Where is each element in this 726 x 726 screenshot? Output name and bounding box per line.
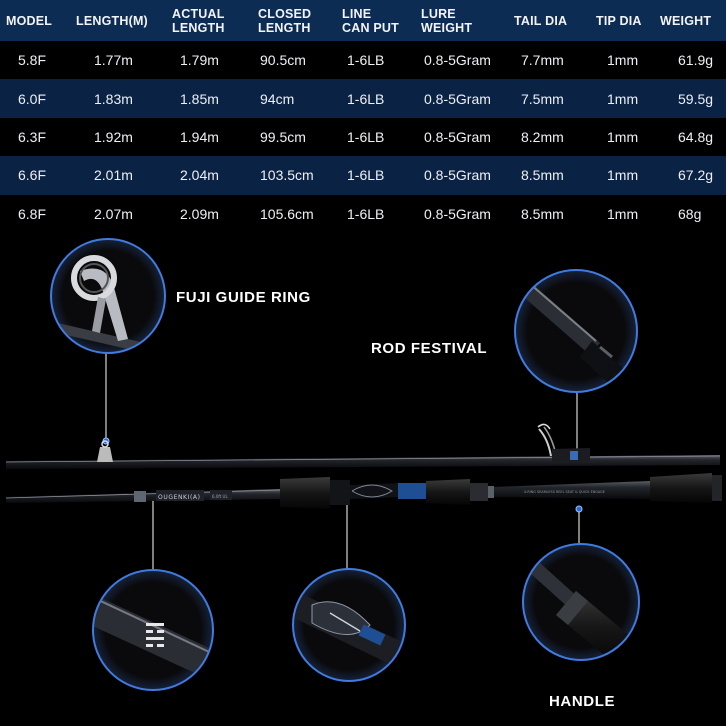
cell-lure-weight: 0.8-5Gram (424, 167, 491, 184)
cell-actual-length: 1.85m (180, 90, 219, 107)
cell-model: 6.8F (18, 205, 47, 222)
rod-upper-section (6, 424, 720, 469)
cell-tail-dia: 8.5mm (521, 205, 564, 222)
cell-line: 1-6LB (347, 128, 385, 145)
cell-actual-length: 1.94m (180, 128, 219, 145)
cell-line: 1-6LB (347, 90, 385, 107)
cell-length: 2.01m (94, 167, 133, 184)
table-header-row (0, 0, 726, 41)
cell-closed-length: 99.5cm (260, 128, 306, 145)
cell-length: 1.92m (94, 128, 133, 145)
cell-tail-dia: 8.5mm (521, 167, 564, 184)
header-lure-weight: LURE WEIGHT (421, 6, 473, 35)
header-tail-dia: TAIL DIA (514, 13, 568, 28)
cell-model: 6.0F (18, 90, 47, 107)
header-tip-dia: TIP DIA (596, 13, 642, 28)
cell-tip-dia: 1mm (607, 167, 639, 184)
cell-tip-dia: 1mm (607, 90, 639, 107)
cell-line: 1-6LB (347, 167, 385, 184)
cell-model: 6.3F (18, 128, 47, 145)
table-row (0, 156, 726, 194)
cell-tail-dia: 7.7mm (521, 52, 564, 69)
spec-table (0, 0, 726, 233)
cell-line: 1-6LB (347, 52, 385, 69)
table-row (0, 118, 726, 156)
header-closed-length: CLOSED LENGTH (258, 6, 312, 35)
cell-lure-weight: 0.8-5Gram (424, 128, 491, 145)
cell-length: 1.83m (94, 90, 133, 107)
cell-closed-length: 105.6cm (260, 205, 314, 222)
cell-closed-length: 94cm (260, 90, 295, 107)
cell-actual-length: 2.04m (180, 167, 219, 184)
cell-length: 1.77m (94, 52, 133, 69)
callout-fuji-guide-ring: FUJI GUIDE RING (176, 289, 311, 306)
cell-model: 6.6F (18, 167, 47, 184)
table-row (0, 41, 726, 79)
cell-line: 1-6LB (347, 205, 385, 222)
detail-circle-guide-ring (40, 239, 180, 361)
cell-weight: 59.5g (678, 90, 714, 107)
rod-brand-print: OUGENKI(A) (158, 494, 201, 501)
header-model: MODEL (6, 13, 53, 28)
cell-lure-weight: 0.8-5Gram (424, 90, 491, 107)
table-row (0, 195, 726, 233)
cell-weight: 68g (678, 205, 702, 222)
header-actual-length: ACTUAL LENGTH (172, 6, 225, 35)
header-length: LENGTH(M) (76, 13, 148, 28)
detail-circle-handle (523, 544, 639, 665)
cell-lure-weight: 0.8-5Gram (424, 52, 491, 69)
cell-tail-dia: 8.2mm (521, 128, 564, 145)
cell-tip-dia: 1mm (607, 52, 639, 69)
cell-weight: 61.9g (678, 52, 714, 69)
cell-weight: 64.8g (678, 128, 714, 145)
header-line-can-put: LINE CAN PUT (342, 6, 399, 35)
cell-length: 2.07m (94, 205, 133, 222)
cell-closed-length: 90.5cm (260, 52, 306, 69)
callout-rod-festival: ROD FESTIVAL (371, 340, 488, 357)
table-row (0, 79, 726, 117)
rod-lower-section (6, 473, 722, 509)
cell-model: 5.8F (18, 52, 47, 69)
callout-handle: HANDLE (549, 693, 616, 710)
cell-actual-length: 2.09m (180, 205, 219, 222)
rod-model-print: 6.0ft UL (212, 494, 228, 499)
cell-lure-weight: 0.8-5Gram (424, 205, 491, 222)
rod-blank-print: X-RING SEAMLESS REEL SEAT & QUICK ENGAGE (524, 490, 605, 494)
detail-circle-rod-festival (510, 270, 640, 399)
cell-actual-length: 1.79m (180, 52, 219, 69)
cell-weight: 67.2g (678, 167, 714, 184)
detail-circle-blank-logo (82, 570, 220, 690)
cell-tip-dia: 1mm (607, 205, 639, 222)
cell-tip-dia: 1mm (607, 128, 639, 145)
header-weight: WEIGHT (660, 13, 712, 28)
cell-closed-length: 103.5cm (260, 167, 314, 184)
rod-illustration (0, 233, 726, 726)
detail-circle-reel-seat (292, 569, 405, 681)
cell-tail-dia: 7.5mm (521, 90, 564, 107)
